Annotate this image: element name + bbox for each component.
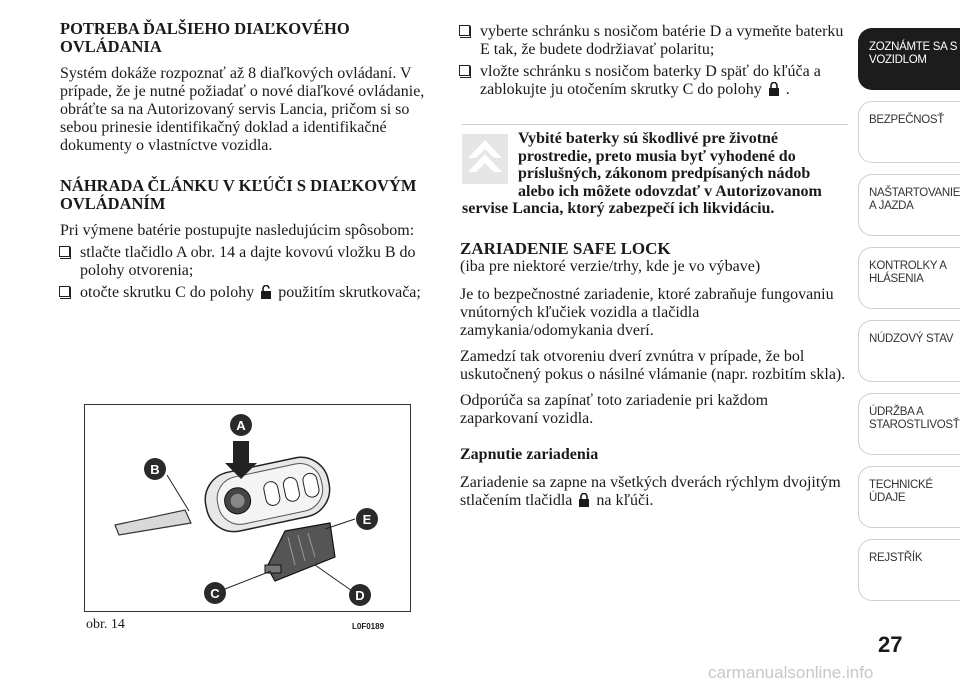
left-column <box>60 0 445 302</box>
checkbox-bullet-icon <box>60 247 71 259</box>
svg-text:B: B <box>150 462 160 477</box>
safe-lock-p1: Je to bezpečnostné zariadenie, ktoré zabraňuje fungovaniu vnútorných kľučiek vozidla a tlačidla zamykania/odomykania dverí. <box>460 286 834 339</box>
bullet-insert-holder: vložte schránku s nosičom baterky D späť do kľúča a zablokujte ju otočením skrutky C do polohy . <box>460 63 850 99</box>
page-number: 27 <box>878 632 903 657</box>
separator-top <box>462 124 848 125</box>
watermark: carmanualsonline.info <box>708 663 874 682</box>
right-column <box>460 0 850 99</box>
unlock-icon <box>260 285 272 299</box>
environment-note: Vybité baterky sú škodlivé pre životné prostredie, preto musia byť vyhodené do príslušných, zákonom predpísaných nádob alebo ich môžete odovzdať v Autorizovanom servise Lancia, ktorý zabezpečí ich likvidáciu. <box>462 130 822 217</box>
section-title-battery-replacement: NÁHRADA ČLÁNKU V KĽÚČI S DIAĽKOVÝM OVLÁDANÍM <box>60 176 417 213</box>
lock-icon <box>768 82 780 96</box>
battery-replacement-intro: Pri výmene batérie postupujte nasledujúcim spôsobom: <box>60 222 415 239</box>
safe-lock-p3: Odporúča sa zapínať toto zariadenie pri každom zaparkovaní vozidla. <box>460 392 769 427</box>
callout-a <box>230 414 252 436</box>
tab-nudzovy-stav[interactable]: NÚDZOVÝ STAV <box>858 320 960 382</box>
figure-key-battery <box>84 404 411 612</box>
checkbox-bullet-icon <box>60 287 71 299</box>
key-illustration <box>85 405 410 611</box>
tab-nastartovanie[interactable]: NAŠTARTOVANIE A JAZDA <box>858 174 960 236</box>
tab-kontrolky[interactable]: KONTROLKY A HLÁSENIA <box>858 247 960 309</box>
section-title-additional-remote: POTREBA ĎALŠIEHO DIAĽKOVÉHO OVLÁDANIA <box>60 19 350 56</box>
recycle-icon <box>462 134 508 184</box>
safe-lock-section <box>460 240 850 510</box>
lock-icon <box>578 493 590 507</box>
section-title-activate: Zapnutie zariadenia <box>460 446 599 463</box>
tab-rejstrik[interactable]: REJSTŘÍK <box>858 539 960 601</box>
additional-remote-text: Systém dokáže rozpoznať až 8 diaľkových ovládaní. V prípade, že je nutné požiadať o nové diaľkové ovládanie, obráťte sa na Autorizovaný servis Lancia, pričom si so sebou prinesie identifikačný doklad a identifikačné dokumenty o vlastníctve vozidla. <box>60 65 425 154</box>
figure-code: L0F0189 <box>352 622 385 631</box>
safe-lock-p2: Zamedzí tak otvoreniu dverí zvnútra v prípade, že bol uskutočnený pokus o násilné vlámanie (napr. rozbitím skla). <box>460 348 846 383</box>
tab-bezpecnost[interactable]: BEZPEČNOSŤ <box>858 101 960 163</box>
activate-text: Zariadenie sa zapne na všetkých dverách rýchlym dvojitým stlačením tlačidla na kľúči. <box>460 474 841 509</box>
safe-lock-subtitle: (iba pre niektoré verzie/trhy, kde je vo výbave) <box>460 258 761 275</box>
callout-b <box>144 458 166 480</box>
callout-c <box>204 582 226 604</box>
tab-technicke-udaje[interactable]: TECHNICKÉ ÚDAJE <box>858 466 960 528</box>
bullet-remove-holder: vyberte schránku s nosičom batérie D a vymeňte baterku E tak, že budete dodržiavať polaritu; <box>460 23 850 59</box>
svg-text:E: E <box>362 512 372 527</box>
bullet-turn-screw: otočte skrutku C do polohy použitím skrutkovača; <box>60 284 445 302</box>
svg-text:C: C <box>210 586 220 601</box>
section-title-safe-lock: ZARIADENIE SAFE LOCK <box>460 239 671 258</box>
bullet-press-button: stlačte tlačidlo A obr. 14 a dajte kovovú vložku B do polohy otvorenia; <box>60 244 445 280</box>
tab-zoznamte-sa[interactable]: ZOZNÁMTE SA S VOZIDLOM <box>858 28 960 90</box>
checkbox-bullet-icon <box>460 66 471 78</box>
tab-udrzba[interactable]: ÚDRŽBA A STAROSTLIVOSŤ <box>858 393 960 455</box>
callout-d <box>349 584 371 606</box>
svg-text:A: A <box>236 418 246 433</box>
figure-caption: obr. 14 <box>86 617 125 632</box>
svg-text:D: D <box>355 588 365 603</box>
checkbox-bullet-icon <box>460 26 471 38</box>
callout-e <box>356 508 378 530</box>
